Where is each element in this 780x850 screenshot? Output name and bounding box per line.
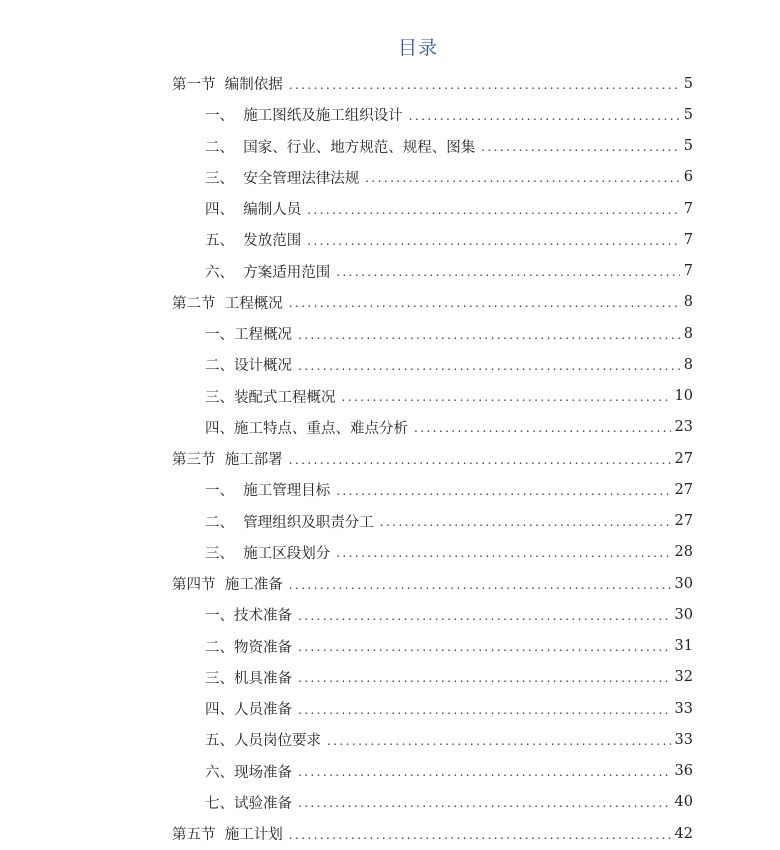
toc-entry-label: 二、 国家、行业、地方规范、规程、图集: [205, 139, 476, 156]
toc-section-entry[interactable]: [172, 68, 693, 99]
toc-entry-label: 第四节 施工准备: [172, 577, 283, 593]
toc-entry-label: 第五节 施工计划: [172, 827, 283, 843]
toc-page-number: 6: [683, 169, 693, 186]
toc-dot-leader: [414, 421, 671, 435]
toc-subsection-entry[interactable]: [205, 662, 693, 693]
toc-page-number: 33: [674, 700, 693, 717]
toc-dot-leader: [289, 578, 671, 592]
toc-page-number: 36: [674, 763, 693, 779]
toc-page-number: 7: [683, 200, 693, 217]
toc-entry-label: 一、 施工管理目标: [205, 483, 331, 500]
toc-dot-leader: [298, 640, 671, 654]
toc-entry-label: 三、机具准备: [205, 670, 292, 687]
toc-page-number: 30: [674, 575, 693, 592]
toc-entry-label: 二、物资准备: [205, 639, 292, 656]
toc-page-number: 10: [674, 388, 693, 404]
toc-page-number: 27: [674, 481, 693, 498]
toc-section-entry[interactable]: [172, 818, 693, 849]
toc-dot-leader: [298, 359, 680, 373]
toc-dot-leader: [298, 703, 671, 717]
toc-dot-leader: [289, 828, 671, 842]
toc-entry-label: 一、工程概况: [205, 327, 292, 343]
toc-subsection-entry[interactable]: [205, 412, 693, 443]
toc-dot-leader: [342, 390, 671, 404]
toc-subsection-entry[interactable]: [205, 631, 693, 662]
toc-page-number: 31: [674, 638, 693, 654]
page-title: 目录: [397, 37, 438, 59]
toc-page-number: 40: [674, 794, 693, 811]
toc-page-number: 23: [674, 419, 693, 436]
toc-subsection-entry[interactable]: [205, 224, 693, 255]
toc-dot-leader: [307, 234, 680, 248]
toc-page-number: 27: [674, 450, 693, 467]
toc-subsection-entry[interactable]: [205, 474, 693, 505]
toc-section-entry[interactable]: [172, 443, 693, 474]
toc-dot-leader: [327, 734, 671, 748]
toc-dot-leader: [298, 328, 680, 342]
toc-section-entry[interactable]: [172, 568, 693, 599]
toc-page-number: 42: [674, 825, 693, 842]
toc-entry-label: 一、 施工图纸及施工组织设计: [205, 108, 403, 125]
toc-subsection-entry[interactable]: [205, 693, 693, 724]
toc-entry-label: 四、施工特点、重点、难点分析: [205, 420, 408, 437]
toc-subsection-entry[interactable]: [205, 256, 693, 287]
toc-section-entry[interactable]: [172, 287, 693, 318]
toc-entry-label: 第一节 编制依据: [172, 77, 283, 93]
toc-subsection-entry[interactable]: [205, 99, 693, 130]
toc-subsection-entry[interactable]: [205, 506, 693, 537]
toc-entry-label: 五、人员岗位要求: [205, 733, 321, 750]
toc-page-number: 7: [683, 263, 693, 279]
toc-page-number: 33: [674, 731, 693, 748]
toc-page-number: 28: [674, 544, 693, 561]
toc-page-number: 5: [683, 138, 693, 154]
toc-subsection-entry[interactable]: [205, 381, 693, 412]
toc-dot-leader: [289, 453, 671, 467]
toc-page-number: 5: [683, 106, 693, 123]
toc-dot-leader: [289, 296, 680, 310]
toc-entry-label: 二、 管理组织及职责分工: [205, 514, 374, 531]
toc-dot-leader: [298, 671, 671, 685]
toc-subsection-entry[interactable]: [205, 318, 693, 349]
toc-subsection-entry[interactable]: [205, 787, 693, 818]
toc-entry-label: 五、 发放范围: [205, 233, 302, 250]
toc-entry-label: 三、 施工区段划分: [205, 545, 331, 562]
toc-entry-label: 一、技术准备: [205, 608, 292, 625]
toc-dot-leader: [336, 484, 670, 498]
toc-page-number: 8: [683, 294, 693, 311]
toc-dot-leader: [298, 796, 671, 810]
toc-entry-label: 四、 编制人员: [205, 202, 302, 218]
toc-subsection-entry[interactable]: [205, 724, 693, 755]
toc-subsection-entry[interactable]: [205, 162, 693, 193]
toc-page-number: 8: [683, 325, 693, 342]
toc-entry-label: 六、现场准备: [205, 764, 292, 781]
toc-page-number: 30: [674, 606, 693, 623]
toc-subsection-entry[interactable]: [205, 349, 693, 380]
toc-dot-leader: [409, 109, 680, 123]
toc-page-number: 5: [683, 75, 693, 92]
toc-dot-leader: [380, 515, 671, 529]
toc-dot-leader: [336, 265, 680, 279]
toc-entry-label: 第二节 工程概况: [172, 295, 283, 312]
toc-page-number: 7: [683, 231, 693, 248]
toc-dot-leader: [365, 171, 680, 185]
toc-entry-label: 二、设计概况: [205, 358, 292, 375]
toc-entry-label: 三、 安全管理法律法规: [205, 170, 360, 187]
toc-entry-label: 六、 方案适用范围: [205, 264, 331, 281]
toc-dot-leader: [481, 140, 680, 154]
toc-subsection-entry[interactable]: [205, 131, 693, 162]
toc-entry-label: 三、装配式工程概况: [205, 389, 336, 406]
toc-subsection-entry[interactable]: [205, 756, 693, 787]
toc-subsection-entry[interactable]: [205, 599, 693, 630]
toc-page-number: 32: [674, 669, 693, 686]
toc-dot-leader: [298, 609, 671, 623]
toc-page-number: 8: [683, 356, 693, 373]
toc-page-number: 27: [674, 513, 693, 529]
toc-subsection-entry[interactable]: [205, 537, 693, 568]
toc-entry-label: 第三节 施工部署: [172, 452, 283, 468]
toc-dot-leader: [336, 546, 670, 560]
toc-dot-leader: [289, 78, 680, 92]
toc-dot-leader: [307, 203, 680, 217]
toc-entry-label: 七、试验准备: [205, 795, 292, 812]
toc-dot-leader: [298, 765, 671, 779]
toc-entry-label: 四、人员准备: [205, 702, 292, 718]
toc-subsection-entry[interactable]: [205, 193, 693, 224]
